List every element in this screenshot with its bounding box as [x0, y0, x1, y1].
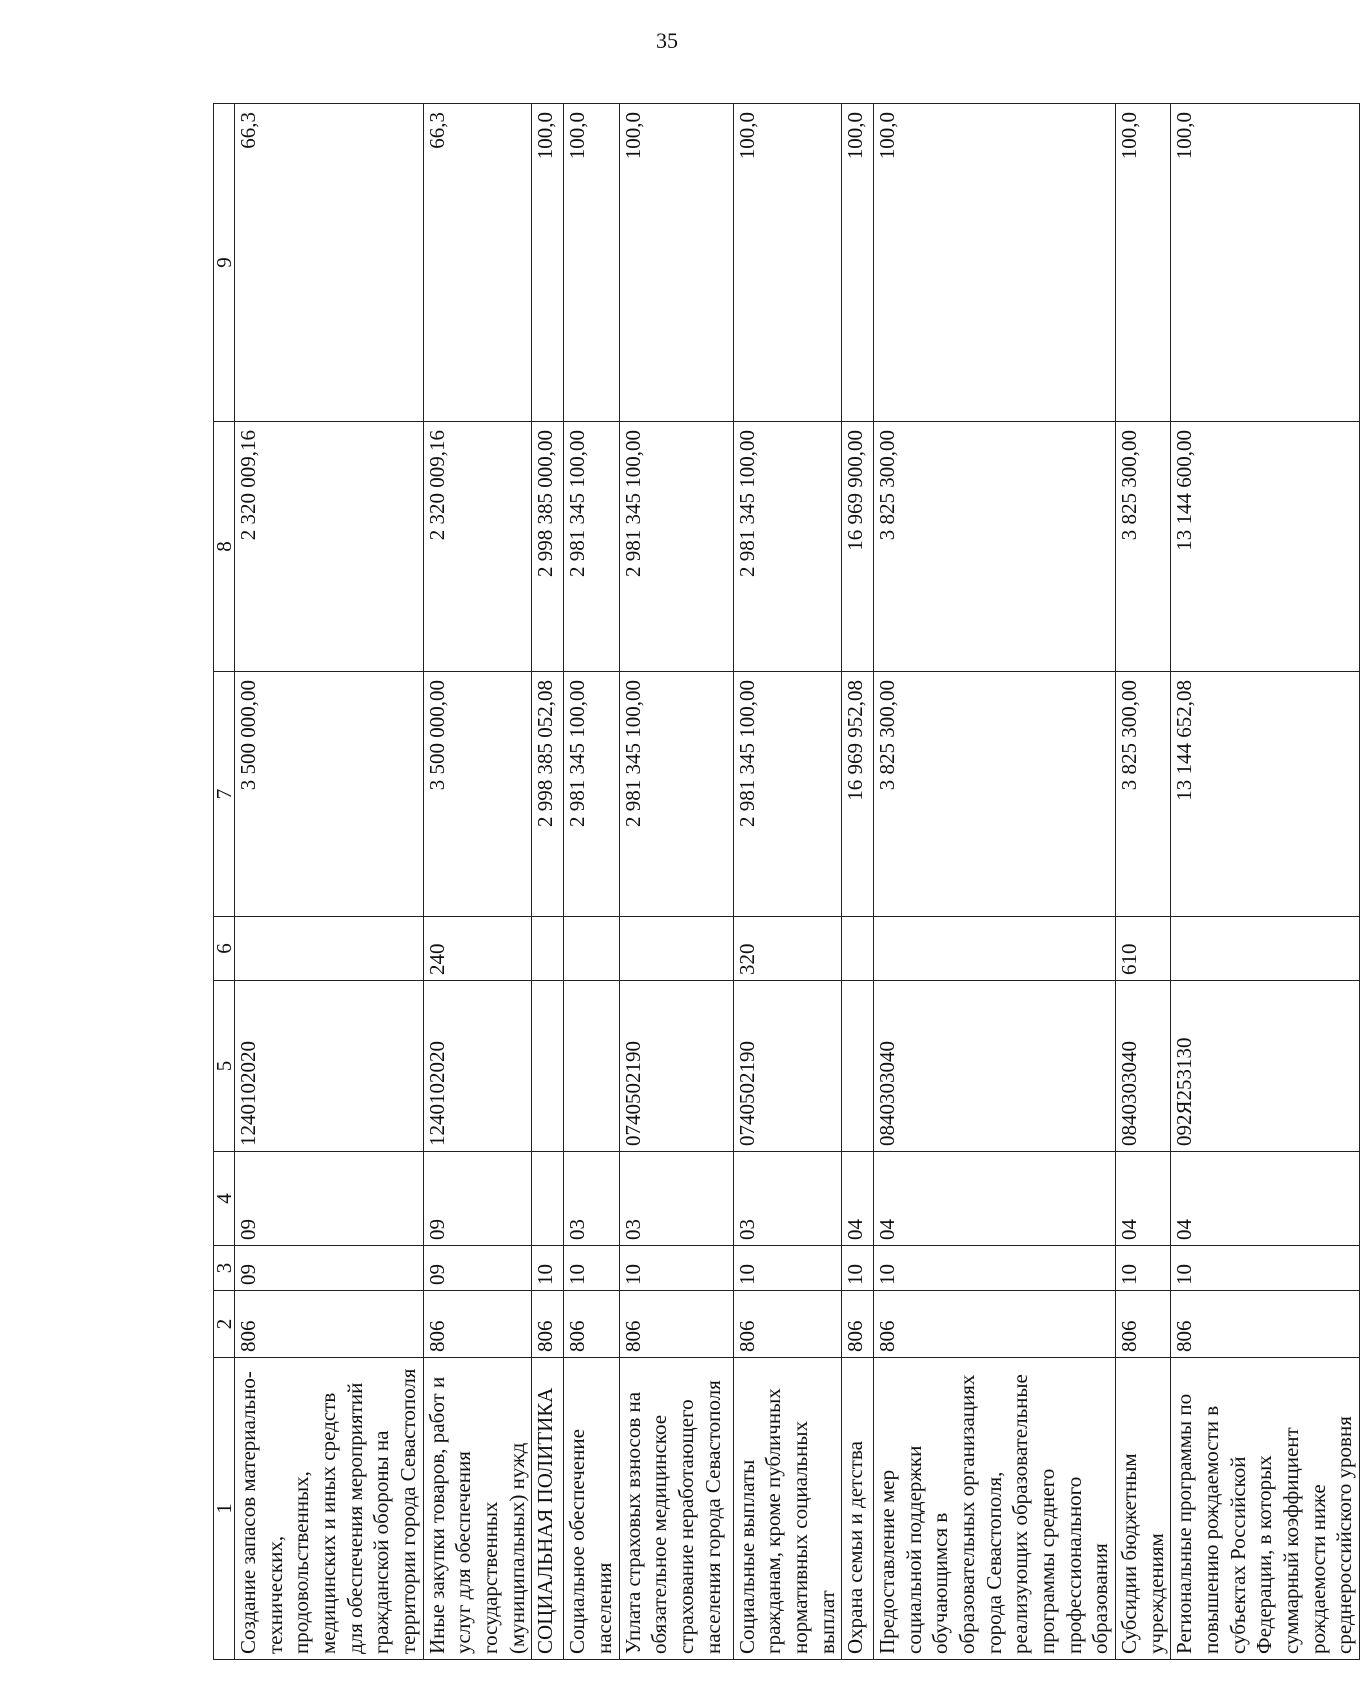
- expense-type-cell: [619, 917, 733, 981]
- section-code-cell: 09: [423, 1246, 532, 1291]
- target-item-cell: [842, 981, 874, 1152]
- table-row: [874, 104, 1116, 1660]
- section-code-cell: 10: [1116, 1246, 1171, 1291]
- execution-percent-cell: 100,0: [532, 104, 564, 422]
- target-item-cell: [532, 981, 564, 1152]
- ministry-code-cell: 806: [619, 1291, 733, 1358]
- expense-type-cell: [235, 917, 424, 981]
- subsection-code-cell: 04: [842, 1152, 874, 1246]
- target-item-cell: 0840303040: [1116, 981, 1171, 1152]
- executed-amount-cell: 3 825 300,00: [1116, 422, 1171, 672]
- ministry-code-cell: 806: [842, 1291, 874, 1358]
- execution-percent-cell: 100,0: [564, 104, 619, 422]
- subsection-code-cell: 03: [733, 1152, 842, 1246]
- section-code-cell: 10: [532, 1246, 564, 1291]
- column-header: 5: [214, 981, 235, 1152]
- column-header: 6: [214, 917, 235, 981]
- section-code-cell: 10: [564, 1246, 619, 1291]
- executed-amount-cell: 13 144 600,00: [1171, 422, 1360, 672]
- section-code-cell: 10: [842, 1246, 874, 1291]
- executed-amount-cell: 3 825 300,00: [874, 422, 1116, 672]
- section-code-cell: 09: [235, 1246, 424, 1291]
- page-number: 35: [656, 28, 678, 53]
- rotated-table-wrapper: [212, 104, 1357, 1660]
- executed-amount-cell: 16 969 900,00: [842, 422, 874, 672]
- expense-type-cell: [874, 917, 1116, 981]
- table-row: [1171, 104, 1360, 1660]
- execution-percent-cell: 100,0: [619, 104, 733, 422]
- target-item-cell: 0840303040: [874, 981, 1116, 1152]
- approved-amount-cell: 3 825 300,00: [1116, 672, 1171, 917]
- row-name-cell: Социальные выплаты гражданам, кроме публичных нормативных социальных выплат: [733, 1358, 842, 1660]
- table-row: [733, 104, 842, 1660]
- table-row: [619, 104, 733, 1660]
- approved-amount-cell: 13 144 652,08: [1171, 672, 1360, 917]
- table-row: [842, 104, 874, 1660]
- ministry-code-cell: 806: [564, 1291, 619, 1358]
- approved-amount-cell: 2 981 345 100,00: [619, 672, 733, 917]
- ministry-code-cell: 806: [733, 1291, 842, 1358]
- target-item-cell: 1240102020: [235, 981, 424, 1152]
- subsection-code-cell: 04: [1116, 1152, 1171, 1246]
- column-header: 1: [214, 1358, 235, 1660]
- table-row: [423, 104, 532, 1660]
- ministry-code-cell: 806: [532, 1291, 564, 1358]
- column-header: 2: [214, 1291, 235, 1358]
- row-name-cell: Субсидии бюджетным учреждениям: [1116, 1358, 1171, 1660]
- executed-amount-cell: 2 981 345 100,00: [619, 422, 733, 672]
- approved-amount-cell: 2 981 345 100,00: [733, 672, 842, 917]
- section-code-cell: 10: [1171, 1246, 1360, 1291]
- executed-amount-cell: 2 998 385 000,00: [532, 422, 564, 672]
- approved-amount-cell: 3 500 000,00: [423, 672, 532, 917]
- ministry-code-cell: 806: [1171, 1291, 1360, 1358]
- row-name-cell: Социальное обеспечение населения: [564, 1358, 619, 1660]
- approved-amount-cell: 2 998 385 052,08: [532, 672, 564, 917]
- column-header: 7: [214, 672, 235, 917]
- row-name-cell: Предоставление мер социальной поддержки обучающимся в образовательных организациях города Севастополя, реализующих образовательные программы среднего профессионального образования: [874, 1358, 1116, 1660]
- approved-amount-cell: 3 825 300,00: [874, 672, 1116, 917]
- subsection-code-cell: [532, 1152, 564, 1246]
- table-row: [235, 104, 424, 1660]
- expense-type-cell: 610: [1116, 917, 1171, 981]
- table-header-row: [214, 104, 235, 1660]
- executed-amount-cell: 2 981 345 100,00: [564, 422, 619, 672]
- executed-amount-cell: 2 981 345 100,00: [733, 422, 842, 672]
- subsection-code-cell: 09: [235, 1152, 424, 1246]
- subsection-code-cell: 03: [619, 1152, 733, 1246]
- section-code-cell: 10: [733, 1246, 842, 1291]
- execution-percent-cell: 100,0: [1171, 104, 1360, 422]
- target-item-cell: 1240102020: [423, 981, 532, 1152]
- row-name-cell: Иные закупки товаров, работ и услуг для обеспечения государственных (муниципальных) нужд: [423, 1358, 532, 1660]
- expense-type-cell: 240: [423, 917, 532, 981]
- row-name-cell: Уплата страховых взносов на обязательное медицинское страхование неработающего населения города Севастополя: [619, 1358, 733, 1660]
- subsection-code-cell: 09: [423, 1152, 532, 1246]
- approved-amount-cell: 2 981 345 100,00: [564, 672, 619, 917]
- expense-type-cell: [532, 917, 564, 981]
- column-header: 9: [214, 104, 235, 422]
- executed-amount-cell: 2 320 009,16: [235, 422, 424, 672]
- ministry-code-cell: 806: [423, 1291, 532, 1358]
- expense-type-cell: [842, 917, 874, 981]
- column-header: 3: [214, 1246, 235, 1291]
- execution-percent-cell: 100,0: [733, 104, 842, 422]
- row-name-cell: Региональные программы по повышению рождаемости в субъектах Российской Федерации, в которых суммарный коэффициент рождаемости ниже среднероссийского уровня: [1171, 1358, 1360, 1660]
- target-item-cell: 0740502190: [619, 981, 733, 1152]
- approved-amount-cell: 16 969 952,08: [842, 672, 874, 917]
- target-item-cell: 092Я253130: [1171, 981, 1360, 1152]
- ministry-code-cell: 806: [874, 1291, 1116, 1358]
- subsection-code-cell: 03: [564, 1152, 619, 1246]
- ministry-code-cell: 806: [235, 1291, 424, 1358]
- subsection-code-cell: 04: [1171, 1152, 1360, 1246]
- column-header: 4: [214, 1152, 235, 1246]
- row-name-cell: Создание запасов материально-технических, продовольственных, медицинских и иных средств для обеспечения мероприятий гражданской обороны на территории города Севастополя: [235, 1358, 424, 1660]
- execution-percent-cell: 100,0: [842, 104, 874, 422]
- expense-type-cell: 320: [733, 917, 842, 981]
- row-name-cell: СОЦИАЛЬНАЯ ПОЛИТИКА: [532, 1358, 564, 1660]
- table-row: [532, 104, 564, 1660]
- execution-percent-cell: 66,3: [423, 104, 532, 422]
- section-code-cell: 10: [619, 1246, 733, 1291]
- table-row: [564, 104, 619, 1660]
- row-name-cell: Охрана семьи и детства: [842, 1358, 874, 1660]
- execution-percent-cell: 66,3: [235, 104, 424, 422]
- ministry-code-cell: 806: [1116, 1291, 1171, 1358]
- target-item-cell: 0740502190: [733, 981, 842, 1152]
- section-code-cell: 10: [874, 1246, 1116, 1291]
- column-header: 8: [214, 422, 235, 672]
- approved-amount-cell: 3 500 000,00: [235, 672, 424, 917]
- expense-type-cell: [564, 917, 619, 981]
- budget-execution-table: [213, 103, 1360, 1660]
- expense-type-cell: [1171, 917, 1360, 981]
- execution-percent-cell: 100,0: [874, 104, 1116, 422]
- table-row: [1116, 104, 1171, 1660]
- executed-amount-cell: 2 320 009,16: [423, 422, 532, 672]
- subsection-code-cell: 04: [874, 1152, 1116, 1246]
- target-item-cell: [564, 981, 619, 1152]
- execution-percent-cell: 100,0: [1116, 104, 1171, 422]
